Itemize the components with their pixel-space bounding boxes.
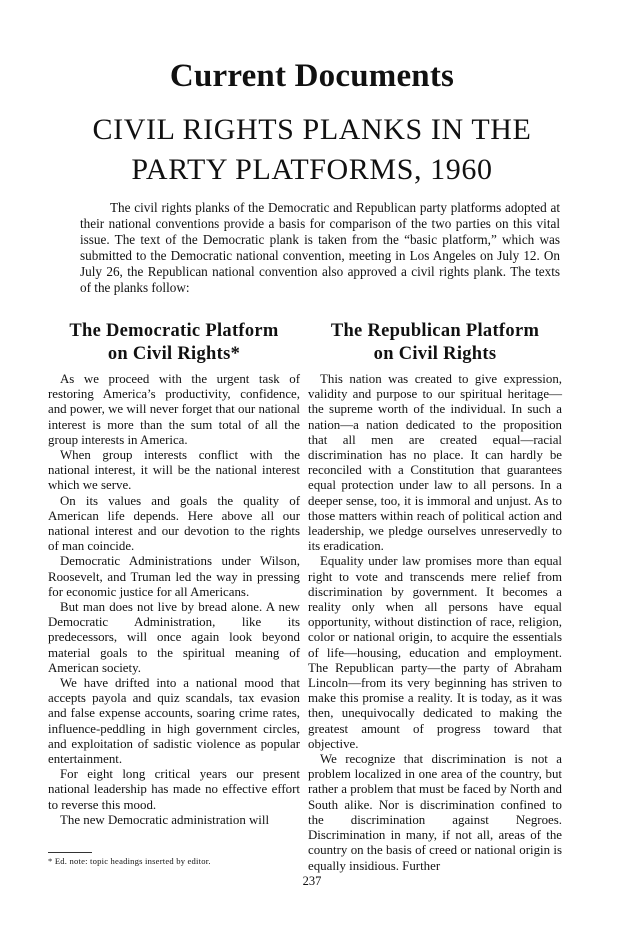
democratic-paragraph: But man does not live by bread alone. A new Democratic Administration, like its predecessors, will once again look beyond material goals to the spiritual meaning of American society. — [48, 600, 300, 675]
democratic-paragraph: The new Democratic administration will — [60, 812, 270, 827]
republican-heading-line-2: on Civil Rights — [373, 344, 497, 364]
republican-heading — [308, 320, 562, 366]
republican-paragraph: Equality under law promises more than equal right to vote and transcends mere relief from discrimination by government. It becomes a reality only when all persons have equal opportunity, without distinction of race, religion, color or national origin, to acquire the essentials of life—housing, education and employment. The Republican party—the party of Abraham Lincoln—from its very beginning has striven to make this promise a reality. It is today, as it was then, unequivocally dedicated to making the greatest amount of progress toward that objective. — [308, 554, 562, 751]
democratic-heading — [48, 320, 300, 366]
intro-paragraph: The civil rights planks of the Democratic and Republican party platforms adopted at their national conventions provide a basis for comparison of the two parties on this vital issue. The text of the Democratic plank is taken from the “basic platform,” which was submitted to the Democratic national convention, meeting in Los Angeles on July 12. On July 26, the Republican national convention also approved a civil rights plank. The texts of the planks follow: — [80, 200, 560, 296]
section-heading: Current Documents — [169, 58, 455, 94]
republican-column — [308, 320, 562, 874]
footnote-divider — [48, 852, 92, 853]
democratic-paragraph: For eight long critical years our present national leadership has made no effective effort to reverse this mood. — [48, 767, 300, 812]
editor-footnote: * Ed. note: topic headings inserted by editor. — [48, 856, 211, 866]
title-line-2: PARTY PLATFORMS, 1960 — [131, 153, 493, 186]
democratic-paragraph: Democratic Administrations under Wilson, Roosevelt, and Truman led the way in pressing for economic justice for all Americans. — [48, 554, 300, 599]
republican-paragraph: This nation was created to give expression, validity and purpose to our spiritual heritage—the supreme worth of the individual. In such a nation—a nation dedicated to the proposition that all men are created equal—racial discrimination has no place. It can hardly be reconciled with a Constitution that guarantees equal protection under law to all persons. In a deeper sense, too, it is immoral and unjust. As to those matters within reach of political action and leadership, we pledge ourselves unreservedly to its eradication. — [308, 372, 562, 554]
page-number: 237 — [302, 874, 322, 888]
title-line-1: CIVIL RIGHTS PLANKS IN THE — [92, 113, 532, 146]
democratic-heading-line-1: The Democratic Platform — [69, 321, 279, 341]
democratic-heading-line-2: on Civil Rights* — [107, 344, 241, 364]
democratic-column — [48, 320, 300, 828]
document-title — [0, 112, 624, 188]
democratic-paragraph: We have drifted into a national mood that accepts payola and quiz scandals, tax evasion and false expense accounts, soaring crime rates, influence-peddling in high government circles, and exploitation of sadistic violence as popular entertainment. — [48, 676, 300, 767]
republican-paragraph: We recognize that discrimination is not a problem localized in one area of the country, but rather a problem that must be faced by North and South alike. Nor is discrimination confined to the discrimination against Negroes. Discrimination in many, if not all, areas of the country on the basis of creed or national origin is equally insidious. Further — [308, 752, 562, 873]
democratic-paragraph: On its values and goals the quality of American life depends. Here above all our national interest and our devotion to the rights of man coincide. — [48, 493, 300, 554]
democratic-paragraph: As we proceed with the urgent task of restoring America’s productivity, confidence, and power, we will never forget that our national interest is more than the sum total of all the group interests in America. — [48, 372, 300, 447]
republican-heading-line-1: The Republican Platform — [330, 321, 540, 341]
democratic-paragraph: When group interests conflict with the national interest, it will be the national interest which we serve. — [48, 448, 300, 493]
